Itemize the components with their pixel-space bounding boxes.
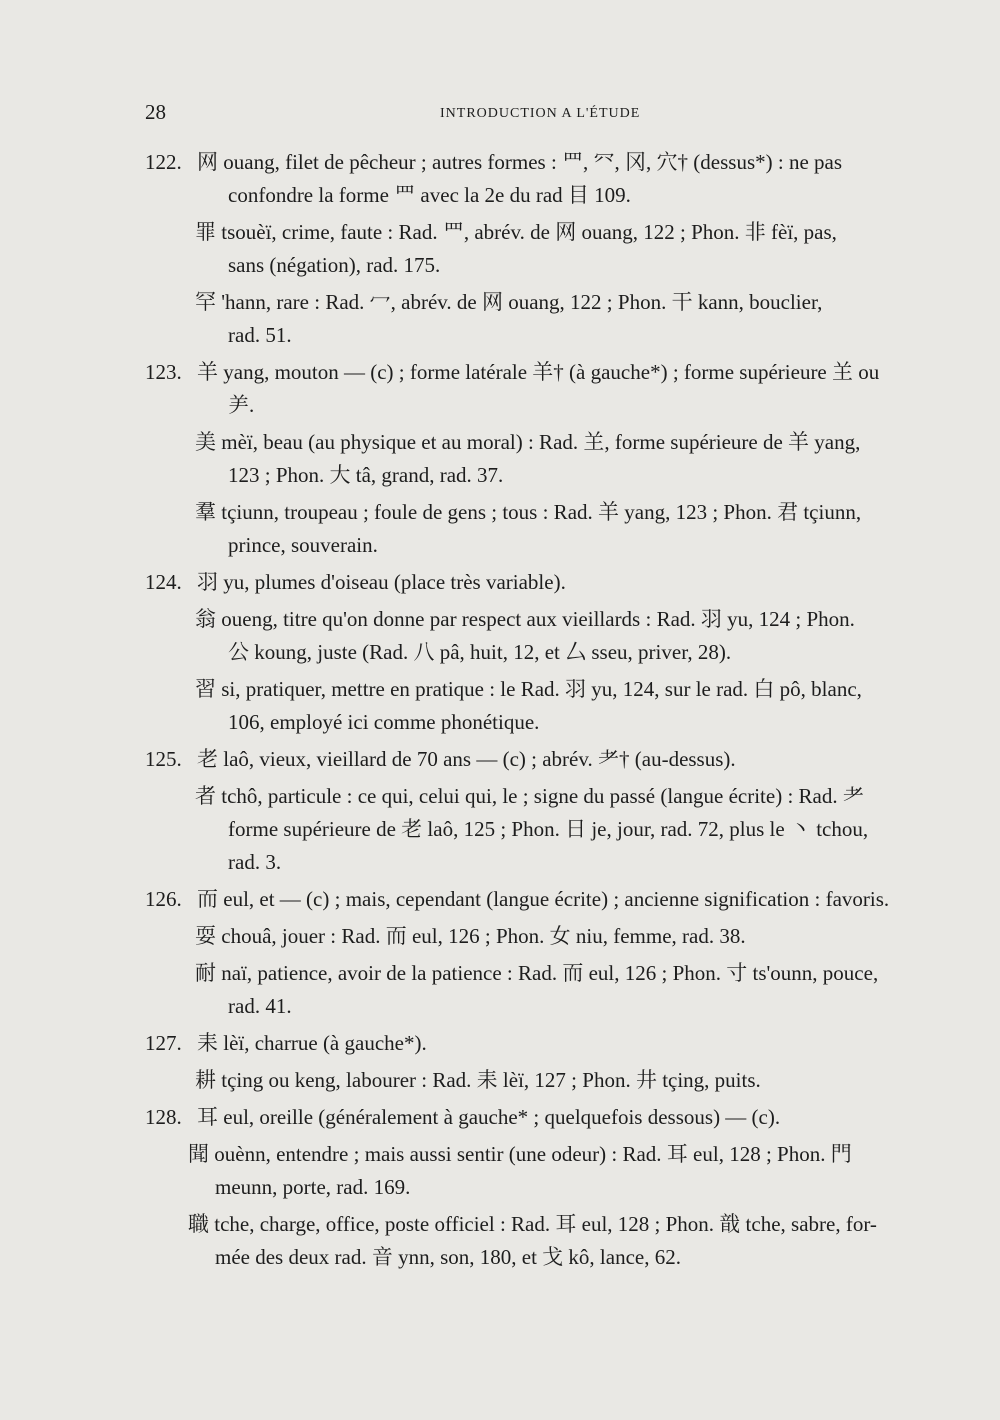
running-title: INTRODUCTION A L'ÉTUDE	[440, 106, 641, 121]
entry-text-line: 羊 yang, mouton — (c) ; forme latérale 羊† (à gauche*) ; forme supérieure 𦍌 ou	[197, 360, 880, 384]
entry-text-line: rad. 41.	[228, 994, 292, 1018]
radical-entry-122	[0, 146, 1000, 212]
entry-text-line: 翁 oueng, titre qu'on donne par respect aux vieillards : Rad. 羽 yu, 124 ; Phon.	[195, 607, 855, 631]
entry-number: 128.	[145, 1105, 182, 1129]
entry-text-line: 而 eul, et — (c) ; mais, cependant (langue écrite) ; ancienne signification : favoris.	[197, 887, 890, 911]
entry-text-line: confondre la forme 罒 avec la 2e du rad 目 109.	[228, 183, 631, 207]
character-entry	[0, 780, 1000, 879]
entry-text-line: 耕 tçing ou keng, labourer : Rad. 耒 lèï, 127 ; Phon. 井 tçing, puits.	[195, 1068, 761, 1092]
entry-text-line: 羣 tçiunn, troupeau ; foule de gens ; tous : Rad. 羊 yang, 123 ; Phon. 君 tçiunn,	[195, 500, 862, 524]
character-entry	[0, 426, 1000, 492]
entry-text-line: ⺶.	[228, 393, 255, 417]
character-entry	[0, 1138, 1000, 1204]
entry-number: 126.	[145, 887, 182, 911]
entry-text-line: 老 laô, vieux, vieillard de 70 ans — (c) ; abrév. 耂† (au-dessus).	[197, 747, 736, 771]
entry-number: 123.	[145, 360, 182, 384]
entry-text-line: sans (négation), rad. 175.	[228, 253, 441, 277]
entry-text-line: 聞 ouènn, entendre ; mais aussi sentir (une odeur) : Rad. 耳 eul, 128 ; Phon. 門	[188, 1142, 852, 1166]
entry-text-line: 美 mèï, beau (au physique et au moral) : Rad. 𦍌, forme supérieure de 羊 yang,	[195, 430, 861, 454]
entry-text-line: 耒 lèï, charrue (à gauche*).	[197, 1031, 427, 1055]
character-entry	[0, 1208, 1000, 1274]
entry-text-line: prince, souverain.	[228, 533, 378, 557]
entry-text-line: 者 tchô, particule : ce qui, celui qui, le ; signe du passé (langue écrite) : Rad. 耂	[195, 784, 864, 808]
entry-number: 127.	[145, 1031, 182, 1055]
entry-text-line: mée des deux rad. 音 ynn, son, 180, et 戈 kô, lance, 62.	[215, 1245, 681, 1269]
radical-entry-125	[0, 743, 1000, 776]
radical-entry-124	[0, 566, 1000, 599]
radical-entry-128	[0, 1101, 1000, 1134]
character-entry	[0, 957, 1000, 1023]
dictionary-entries	[0, 146, 1000, 1278]
entry-text-line: rad. 3.	[228, 850, 282, 874]
entry-text-line: 123 ; Phon. 大 tâ, grand, rad. 37.	[228, 463, 504, 487]
entry-text-line: 耳 eul, oreille (généralement à gauche* ; quelquefois dessous) — (c).	[197, 1105, 781, 1129]
entry-text-line: 羽 yu, plumes d'oiseau (place très variable).	[197, 570, 566, 594]
entry-text-line: meunn, porte, rad. 169.	[215, 1175, 411, 1199]
character-entry	[0, 496, 1000, 562]
entry-text-line: 職 tche, charge, office, poste officiel : Rad. 耳 eul, 128 ; Phon. 戠 tche, sabre, for-	[188, 1212, 877, 1236]
entry-text-line: 106, employé ici comme phonétique.	[228, 710, 540, 734]
character-entry	[0, 216, 1000, 282]
entry-number: 124.	[145, 570, 182, 594]
character-entry	[0, 1064, 1000, 1097]
entry-text-line: 罪 tsouèï, crime, faute : Rad. 罒, abrév. de 网 ouang, 122 ; Phon. 非 fèï, pas,	[195, 220, 837, 244]
radical-entry-126	[0, 883, 1000, 916]
page-number: 28	[145, 100, 166, 124]
character-entry	[0, 920, 1000, 953]
entry-text-line: 公 koung, juste (Rad. 八 pâ, huit, 12, et 厶 sseu, priver, 28).	[228, 640, 732, 664]
character-entry	[0, 603, 1000, 669]
radical-entry-127	[0, 1027, 1000, 1060]
radical-entry-123	[0, 356, 1000, 422]
entry-text-line: 耐 naï, patience, avoir de la patience : Rad. 而 eul, 126 ; Phon. 寸 ts'ounn, pouce,	[195, 961, 879, 985]
character-entry	[0, 286, 1000, 352]
entry-text-line: 网 ouang, filet de pêcheur ; autres formes : 罒, 㓁, 冈, 穴† (dessus*) : ne pas	[197, 150, 843, 174]
running-header	[0, 98, 1000, 128]
entry-number: 125.	[145, 747, 182, 771]
entry-text-line: rad. 51.	[228, 323, 292, 347]
character-entry	[0, 673, 1000, 739]
entry-text-line: 習 si, pratiquer, mettre en pratique : le Rad. 羽 yu, 124, sur le rad. 白 pô, blanc,	[195, 677, 862, 701]
entry-text-line: 罕 'hann, rare : Rad. 冖, abrév. de 网 ouang, 122 ; Phon. 干 kann, bouclier,	[195, 290, 823, 314]
entry-text-line: 耍 chouâ, jouer : Rad. 而 eul, 126 ; Phon. 女 niu, femme, rad. 38.	[195, 924, 746, 948]
entry-text-line: forme supérieure de 老 laô, 125 ; Phon. 日 je, jour, rad. 72, plus le 丶 tchou,	[228, 817, 869, 841]
entry-number: 122.	[145, 150, 182, 174]
